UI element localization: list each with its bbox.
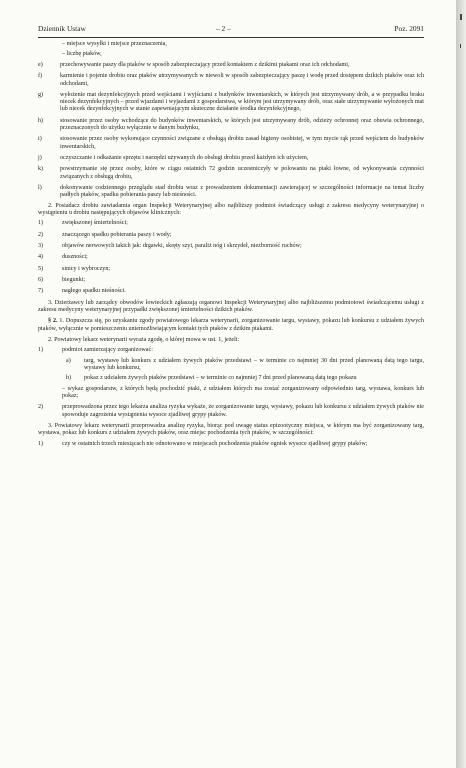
condition-subitem: a) targ, wystawę lub konkurs z udziałem żywych ptaków przedstawi – w terminie co najmniej 30 dni przed planowaną datą tego targu, wystawy lub konkursu,	[66, 357, 424, 372]
letter-item: l) dokonywanie codziennego przeglądu stad drobiu wraz z prowadzeniem dokumentacji zawierającej w szczególności informacje na temat liczby padłych ptaków, spadku pobierania paszy lub nieśności.	[38, 184, 424, 199]
condition-dash-text: – wykaz gospodarstw, z których będą pochodzić ptaki, z udziałem których ma zostać zorganizowany odpowiednio targ, wystawa, konkurs lub pokaz;	[62, 385, 424, 400]
condition-subitem: b) pokaz z udziałem żywych ptaków przedstawi – w terminie co najmniej 7 dni przed planowaną datą tego pokazu	[66, 375, 357, 382]
scan-edge	[456, 0, 466, 768]
symptom-item: 1) zwiększonej śmiertelności;	[38, 220, 128, 227]
letter-item: i) stosowanie przez osoby wykonujące czynności związane z obsługą drobiu zasad higieny osobistej, w tym mycie rąk przed wejściem do budynków inwentarskich,	[38, 136, 424, 150]
section-2: § 2. 1. Dopuszcza się, po uzyskaniu zgody powiatowego lekarza weterynarii, zorganizowanie targu, wystawy, pokazu lub konkursu z udziałem żywych ptaków, wyłącznie w pomieszczeniu uniemożliwiającym kontakt tych ptaków z dzikim ptakami.	[38, 318, 424, 332]
condition-item: 1) podmiot zamierzający zorganizować:	[38, 347, 153, 354]
condition-item: 2) przeprowadzona przez tego lekarza analiza ryzyka wykaże, że zorganizowanie targu, wystawy, pokazu lub konkursu z udziałem żywych ptaków nie spowoduje zagrożenia wystąpienia wysoce zjadliwej grypy ptaków.	[38, 404, 424, 418]
section-2-label: § 2.	[48, 318, 58, 325]
journal-title: Dziennik Ustaw	[38, 24, 86, 33]
page-number: – 2 –	[216, 24, 231, 33]
letter-item: e) przechowywanie paszy dla ptaków w sposób zabezpieczający przed kontaktem z dzikimi ptakami oraz ich odchodami,	[38, 61, 350, 68]
criteria-item: 1) czy w ostatnich trzech miesiącach nie odnotowano w miejscach pochodzenia ptaków ognisk wysoce zjadliwej grypy ptaków;	[38, 440, 368, 447]
letter-item: g) wyłożenie mat dezynfekcyjnych przed wejściami i wyjściami z budynków inwentarskich, w których jest utrzymywany drób, a w przypadku braku niecek dezynfekcyjnych – przed wjazdami i wyjazdami z gospodarstwa, w którym jest utrzymywany drób, oraz stałe utrzymywanie wyłożonych mat lub niecek dezynfekcyjnych w stanie zapewniającym skuteczne działanie środka dezynfekcyjnego,	[38, 91, 424, 113]
symptom-item: 3) objawów nerwowych takich jak: drgawki, skręty szyi, paraliż nóg i skrzydeł, niezborność ruchów;	[38, 242, 302, 249]
dash-item: – miejsce wysyłki i miejsce przeznaczenia,	[62, 41, 167, 47]
symptom-item: 4) duszności;	[38, 254, 88, 261]
symptom-item: 5) sinicy i wybroczyn;	[38, 265, 111, 272]
letter-item: k) powstrzymanie się przez osoby, które w ciągu ostatnich 72 godzin uczestniczyły w polowaniu na ptaki łowne, od wykonywania czynności związanych z obsługą drobiu,	[38, 166, 424, 180]
document-body	[38, 41, 424, 448]
page-header	[38, 24, 424, 36]
symptom-item: 2) znaczącego spadku pobierania paszy i wody;	[38, 231, 172, 238]
scan-mark	[460, 44, 461, 48]
header-rule	[38, 37, 424, 38]
letter-item: f) karmienie i pojenie drobiu oraz ptaków utrzymywanych w niewoli w sposób zabezpieczający paszę i wodę przed dostępem dzikich ptaków oraz ich odchodami,	[38, 73, 424, 87]
section-2-paragraph-2: 2. Powiatowy lekarz weterynarii wyraża zgodę, o której mowa w ust. 1, jeżeli:	[48, 337, 240, 344]
position-number: Poz. 2091	[394, 24, 424, 33]
letter-item: j) oczyszczanie i odkażanie sprzętu i narzędzi używanych do obsługi drobiu przed każdym ich użyciem,	[38, 154, 309, 161]
section-2-paragraph-3: 3. Powiatowy lekarz weterynarii przeprowadza analizę ryzyka, biorąc pod uwagę status epizootyczny miejsca, w którym ma być zorganizowany targ, wystawa, pokaz lub konkurs z udziałem żywych ptaków, oraz miejsc pochodzenia tych ptaków, w szczególności:	[38, 423, 424, 437]
symptom-item: 7) nagłego spadku nieśności.	[38, 288, 126, 295]
scan-mark	[460, 14, 462, 20]
dash-item: – liczbę ptaków,	[62, 50, 102, 57]
symptom-item: 6) biegunki;	[38, 277, 86, 284]
paragraph-3: 3. Dzierżawcy lub zarządcy obwodów łowieckich zgłaszają organowi Inspekcji Weterynaryjnej albo najbliższemu podmiotowi świadczącemu usługi z zakresu medycyny weterynaryjnej przypadki zwiększonej śmiertelności dzikich ptaków.	[38, 299, 424, 314]
paragraph-2: 2. Posiadacz drobiu zawiadamia organ Inspekcji Weterynaryjnej albo najbliższy podmiot świadczący usługi z zakresu medycyny weterynaryjnej o wystąpieniu u drobiu następujących objawów klinicznych:	[38, 202, 424, 216]
letter-item: h) stosowanie przez osoby wchodzące do budynków inwentarskich, w których jest utrzymywany drób, odzieży ochronnej oraz obuwia ochronnego, przeznaczonych do użytku wyłącznie w danym budynku,	[38, 117, 424, 131]
